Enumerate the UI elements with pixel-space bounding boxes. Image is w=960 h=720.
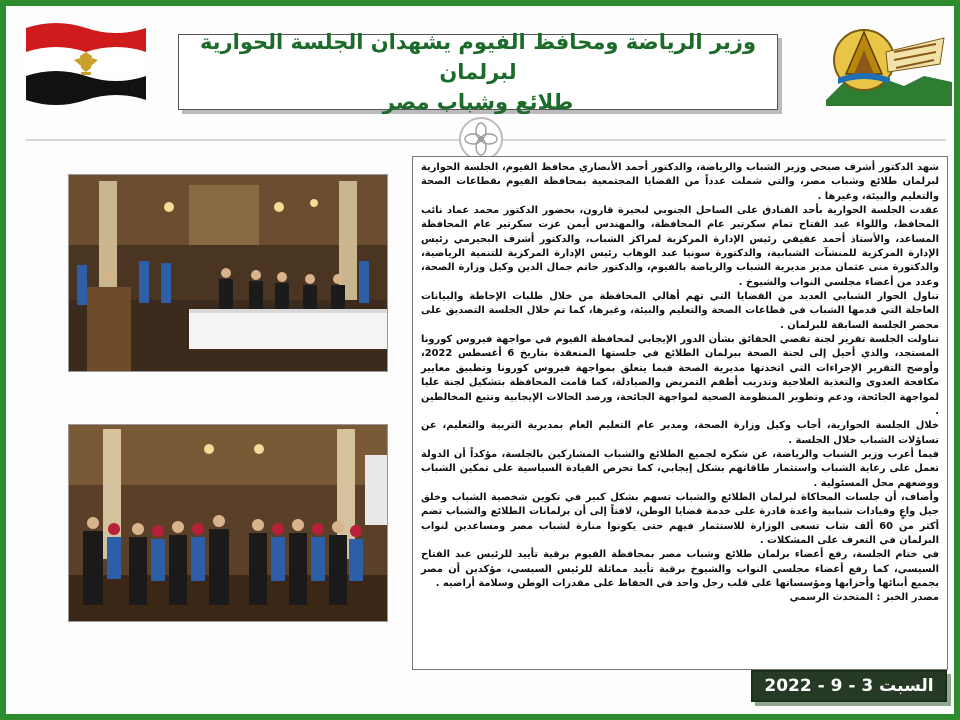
headline-line-2: طلائع وشباب مصر bbox=[382, 90, 574, 114]
news-source: مصدر الخبر : المتحدث الرسمي bbox=[789, 592, 939, 604]
article-paragraph: خلال الجلسة الحوارية، أجاب وكيل وزارة الصحة، ومدير عام التعليم العام بمديرية التربية والتعليم، عن تساؤلات الشباب خلال الجلسة . bbox=[421, 420, 939, 446]
group-photo bbox=[68, 424, 388, 622]
article-body bbox=[412, 156, 948, 670]
article-paragraph: فيما أعرب وزير الشباب والرياضة، عن شكره لجميع الطلائع والشباب المشاركين بالجلسة، مؤكداً أن الدولة تعمل على رعاية الشباب واستثمار طاقاتهم بشكل إيجابي، كما تحرص القيادة السياسية على تمكين الشباب ووضعهم محل المسئولية . bbox=[421, 448, 939, 489]
headline-line-1: وزير الرياضة ومحافظ الفيوم يشهدان الجلسة الحوارية لبرلمان bbox=[199, 30, 757, 84]
headline-box bbox=[178, 30, 778, 114]
article-paragraph: عقدت الجلسة الحوارية بأحد الفنادق على الساحل الجنوبي لبحيرة قارون، بحضور الدكتور محمد عماد نائب المحافظ، واللواء عبد الفتاح تمام سكرتير عام المحافظة، والمهندس أيمن عزت سكرتير عام المحافظة المساعد، والأستاذ أحمد عفيفي رئيس الإدارة المركزية لمراكز الشباب، والدكتور أشرف البحيرمي رئيس الإدارة المركزية للمنشآت الشبابية، والدكتورة سونيا عبد الوهاب رئيس الإدارة المركزية للتنمية الرياضية، والدكتورة منى عثمان مدير مديرية الشباب والرياضة بالفيوم، والدكتور حاتم جمال الدين وكيل وزارة الصحة، وعدد من أعضاء مجلسي النواب والشيوخ . bbox=[421, 205, 939, 288]
article-paragraph: في ختام الجلسة، رفع أعضاء برلمان طلائع وشباب مصر بمحافظة الفيوم برقية تأييد للرئيس عبد الفتاح السيسي، كما رفع أعضاء مجلسي النواب والشيوخ برقية تأييد مماثلة للرئيس السيسي، مؤكدين أن مصر بجميع أبنائها وأحزابها ومؤسساتها على قلب رجل واحد في الحفاظ على مقدرات الوطن وسلامة أراضيه . bbox=[421, 549, 939, 589]
conference-photo-panel bbox=[68, 174, 388, 372]
article-paragraph: وأضاف، أن جلسات المحاكاة لبرلمان الطلائع والشباب تسهم بشكل كبير في تكوين شخصية الشباب وخلق جيل واعٍ وقيادات شبابية واعدة قادرة على خدمة قضايا الوطن، لافتاً إلى أن برلمانات الطلائع والشباب تضم أكثر من 60 ألف شاب تسعى الوزارة للاستثمار فيهم حتى يكونوا منارة لشباب مصر ومساعدين لنواب البرلمان في التعرف على المشكلات . bbox=[421, 491, 939, 546]
publish-date: السبت 3 - 9 - 2022 bbox=[764, 676, 934, 696]
article-paragraph: تناول الحوار الشبابي العديد من القضايا التي تهم أهالي المحافظة من خلال طلبات الإحاطة والبيانات العاجلة التي قدمها الشباب في قطاعات الصحة والتعليم والبيئة، وغيرها، كما تم خلال الجلسة التصديق على محضر الجلسة السابقة للبرلمان . bbox=[421, 291, 939, 331]
date-box bbox=[751, 670, 947, 702]
fayoum-governorate-logo bbox=[824, 16, 956, 106]
article-paragraph: شهد الدكتور أشرف صبحي وزير الشباب والرياضة، والدكتور أحمد الأنصاري محافظ الفيوم، الجلسة الحوارية لبرلمان طلائع وشباب مصر، والتي شملت عدداً من القضايا المجتمعية بمحافظة الفيوم بقطاعات الصحة والتعليم والبيئة، وغيرها . bbox=[421, 162, 939, 202]
article-paragraph: تناولت الجلسة تقرير لجنة تقصي الحقائق بشأن الدور الإيجابي لمحافظة الفيوم في مواجهة فيروس كورونا المستجد، والذي أحيل إلى لجنة الصحة ببرلمان الطلائع في جلستها المنعقدة بتاريخ 6 أغسطس 2022، وأوضح التقرير الإجراءات التي اتخذتها مديرية الصحة فيما يتعلق بمواجهة فيروس كورونا وتطبيق معايير مكافحة العدوى والتغذية العلاجية وتدريب أطقم التمريض والصيادلة، كما قامت المحافظة بتشكيل لجنة عليا لمواجهة الجائحة، ودعم وتطوير المنظومة الصحية لمواجهة الجائحة، ورصد الحالات الإيجابية وتتبع المخالطين . bbox=[421, 334, 939, 417]
egypt-flag-icon bbox=[22, 18, 150, 110]
